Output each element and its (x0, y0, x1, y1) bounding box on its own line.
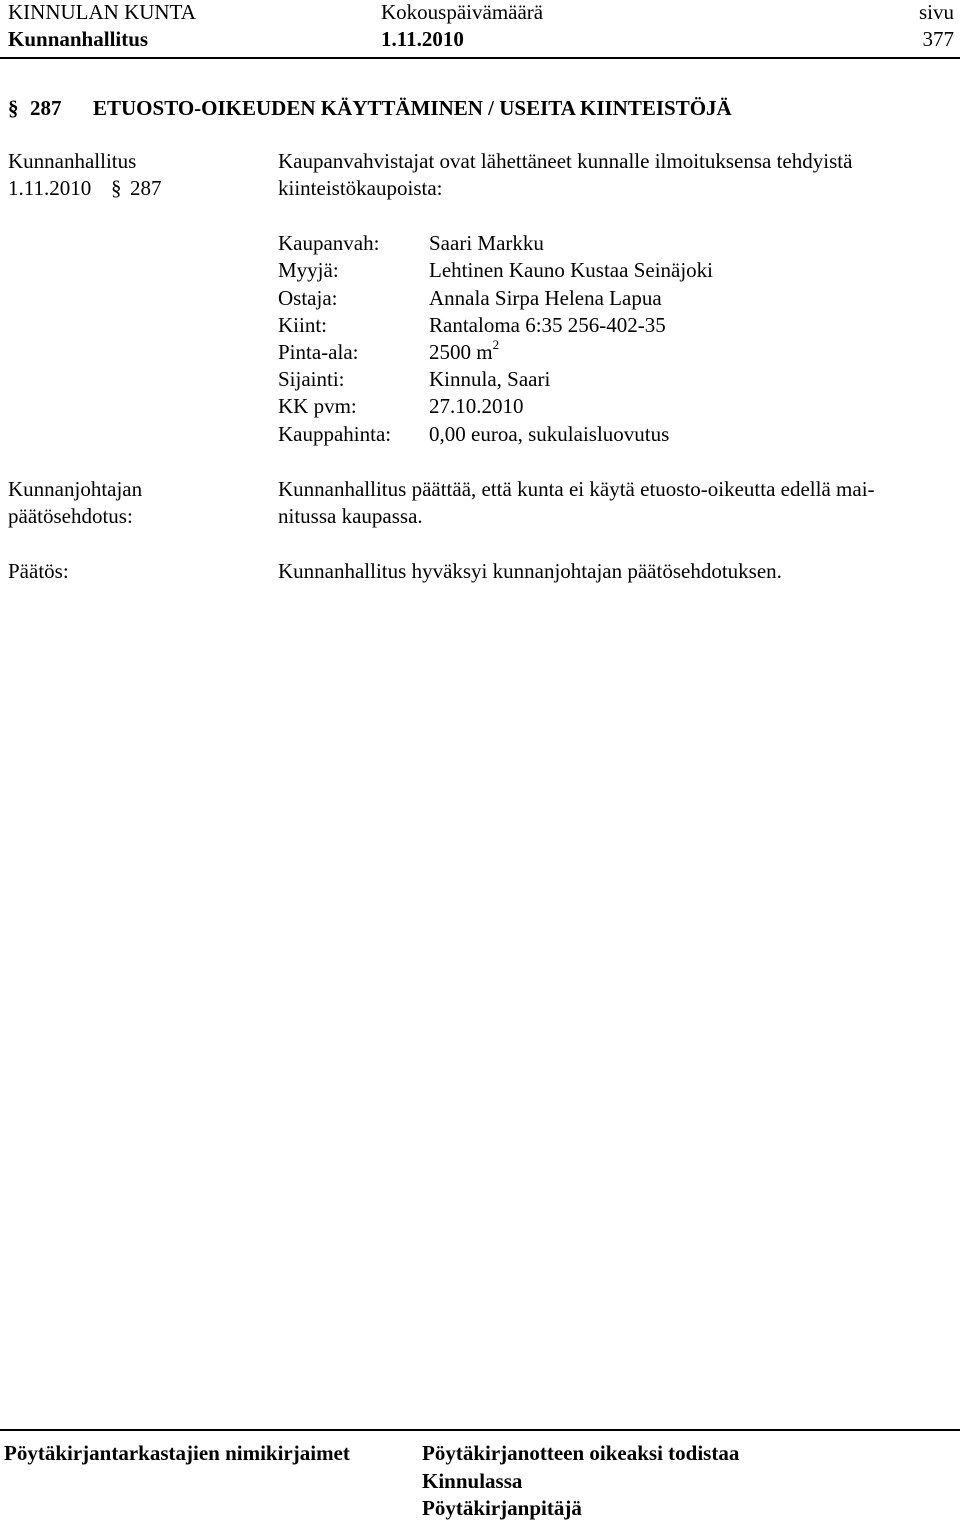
footer-secretary-label: Pöytäkirjanpitäjä (422, 1496, 582, 1520)
header-org: KINNULAN KUNTA (8, 0, 196, 24)
transaction-value: 27.10.2010 (429, 394, 524, 418)
reference-date: 1.11.2010 (8, 176, 92, 200)
transaction-label: KK pvm: (278, 394, 357, 418)
header-page-label: sivu (918, 0, 954, 24)
footer-initials-label: Pöytäkirjantarkastajien nimikirjaimet (4, 1441, 350, 1465)
area-unit-exponent: 2 (492, 337, 500, 352)
header-date-label: Kokouspäivämäärä (381, 0, 544, 24)
section-symbol: § (8, 96, 19, 120)
decision-label: Päätös: (8, 559, 69, 583)
area-value: 2500 m (429, 340, 493, 364)
intro-line-2: kiinteistökaupoista: (278, 176, 443, 200)
transaction-value-area (429, 339, 499, 366)
transaction-value: Rantaloma 6:35 256-402-35 (429, 313, 666, 337)
transaction-label: Kaupanvah: (278, 231, 380, 255)
transaction-value: Kinnula, Saari (429, 367, 551, 391)
header-body: Kunnanhallitus (8, 27, 149, 51)
section-title: ETUOSTO-OIKEUDEN KÄYTTÄMINEN / USEITA KIINTEISTÖJÄ (93, 96, 732, 120)
transaction-value: Annala Sirpa Helena Lapua (429, 286, 662, 310)
footer-certification-label: Pöytäkirjanotteen oikeaksi todistaa (422, 1441, 740, 1465)
transaction-label: Sijainti: (278, 367, 345, 391)
transaction-label: Kauppahinta: (278, 422, 392, 446)
proposal-text-line-2: nitussa kaupassa. (278, 504, 423, 528)
transaction-value: Lehtinen Kauno Kustaa Seinäjoki (429, 258, 714, 282)
transaction-label: Ostaja: (278, 286, 338, 310)
intro-line-1: Kaupanvahvistajat ovat lähettäneet kunnalle ilmoituksensa tehdyistä (278, 149, 853, 173)
reference-symbol: § (111, 176, 122, 200)
transaction-value: 0,00 euroa, sukulaisluovutus (429, 422, 670, 446)
reference-body: Kunnanhallitus (8, 149, 137, 173)
proposal-text-line-1: Kunnanhallitus päättää, että kunta ei käytä etuosto-oikeutta edellä mai- (278, 477, 875, 501)
transaction-label: Myyjä: (278, 258, 339, 282)
transaction-label: Kiint: (278, 313, 328, 337)
proposal-label-line-2: päätösehdotus: (8, 504, 133, 528)
reference-number: 287 (130, 176, 162, 200)
header-rule (0, 57, 960, 59)
footer-place: Kinnulassa (422, 1469, 523, 1493)
section-number: 287 (30, 96, 62, 120)
proposal-label-line-1: Kunnanjohtajan (8, 477, 143, 501)
transaction-label: Pinta-ala: (278, 340, 359, 364)
header-page-number: 377 (922, 27, 954, 51)
transaction-value: Saari Markku (429, 231, 544, 255)
header-date: 1.11.2010 (381, 27, 464, 51)
footer-rule (0, 1429, 960, 1431)
decision-text: Kunnanhallitus hyväksyi kunnanjohtajan päätösehdotuksen. (278, 559, 782, 583)
